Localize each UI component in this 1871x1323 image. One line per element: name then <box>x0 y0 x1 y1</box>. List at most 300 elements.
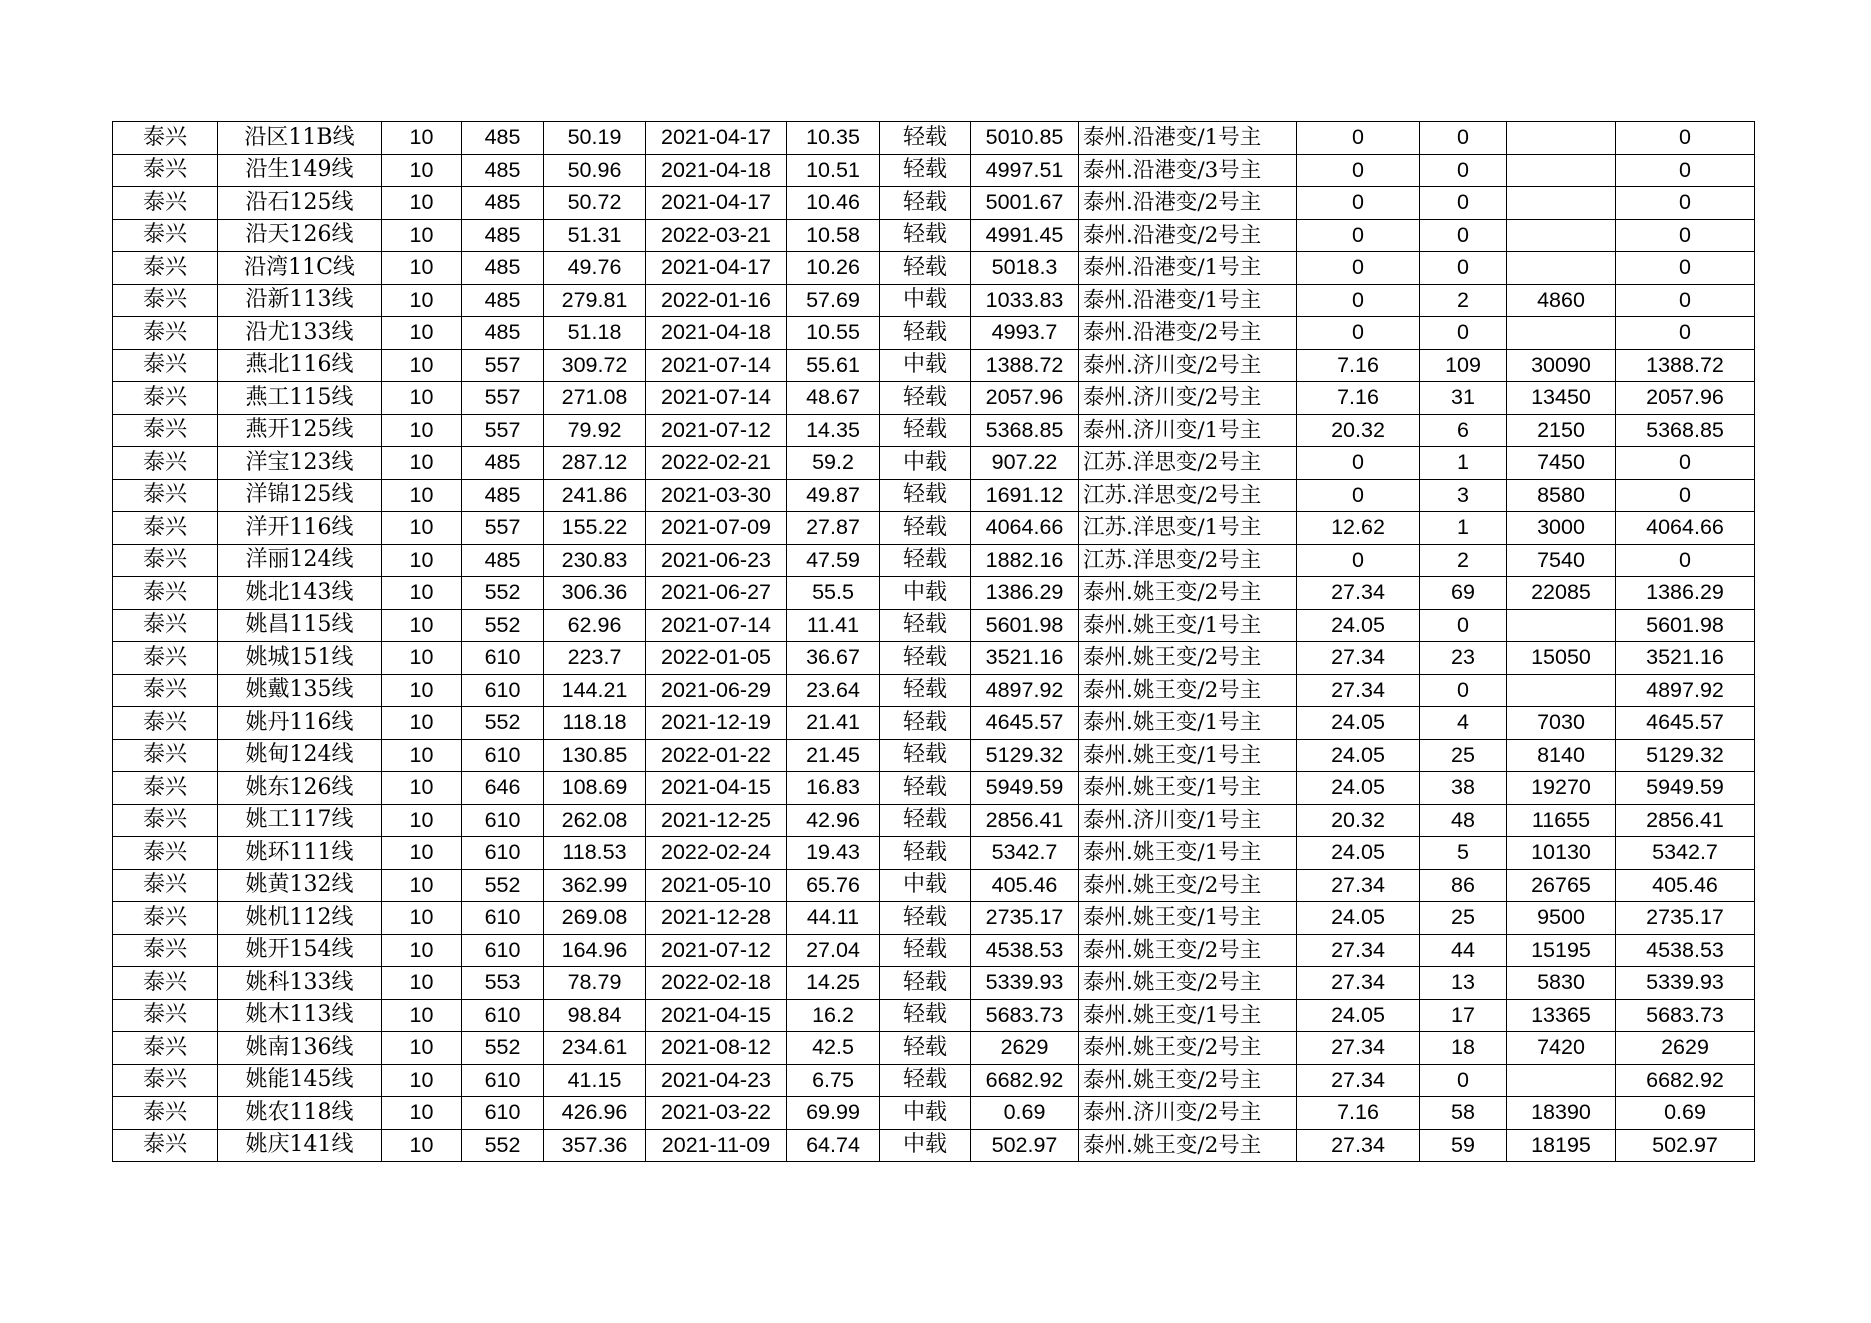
load-status-cell: 轻载 <box>880 512 971 545</box>
amount-cell: 13450 <box>1507 382 1616 415</box>
amount-cell <box>1507 154 1616 187</box>
value-cell: 27.34 <box>1297 577 1420 610</box>
region-cell: 泰兴 <box>113 674 218 707</box>
load-cell: 271.08 <box>544 382 646 415</box>
margin-cell: 5949.59 <box>1616 772 1755 805</box>
count-cell: 0 <box>1420 252 1507 285</box>
table-row <box>113 674 1755 707</box>
margin-cell: 5368.85 <box>1616 414 1755 447</box>
capacity-cell: 610 <box>462 739 544 772</box>
capacity-cell: 485 <box>462 544 544 577</box>
amount-cell: 18195 <box>1507 1129 1616 1162</box>
value-cell: 0 <box>1297 284 1420 317</box>
load-status-cell: 轻载 <box>880 772 971 805</box>
count-cell: 31 <box>1420 382 1507 415</box>
substation-cell: 泰州.姚王变/2号主 <box>1079 967 1297 1000</box>
spare-capacity-cell: 5601.98 <box>971 609 1079 642</box>
count-cell: 0 <box>1420 1064 1507 1097</box>
date-cell: 2022-01-05 <box>646 642 787 675</box>
region-cell: 泰兴 <box>113 219 218 252</box>
table-row <box>113 1129 1755 1162</box>
substation-cell: 泰州.姚王变/2号主 <box>1079 674 1297 707</box>
amount-cell: 8580 <box>1507 479 1616 512</box>
voltage-cell: 10 <box>382 219 462 252</box>
substation-cell: 泰州.济川变/2号主 <box>1079 349 1297 382</box>
date-cell: 2021-07-12 <box>646 414 787 447</box>
capacity-cell: 485 <box>462 187 544 220</box>
count-cell: 44 <box>1420 934 1507 967</box>
region-cell: 泰兴 <box>113 1032 218 1065</box>
date-cell: 2021-06-29 <box>646 674 787 707</box>
voltage-cell: 10 <box>382 609 462 642</box>
value-cell: 0 <box>1297 219 1420 252</box>
capacity-cell: 485 <box>462 219 544 252</box>
load-rate-cell: 6.75 <box>787 1064 880 1097</box>
line-name-cell: 姚农118线 <box>218 1097 382 1130</box>
voltage-cell: 10 <box>382 707 462 740</box>
load-status-cell: 中载 <box>880 349 971 382</box>
table-row <box>113 999 1755 1032</box>
amount-cell: 9500 <box>1507 902 1616 935</box>
load-status-cell: 轻载 <box>880 187 971 220</box>
load-status-cell: 轻载 <box>880 609 971 642</box>
substation-cell: 泰州.姚王变/1号主 <box>1079 739 1297 772</box>
substation-cell: 江苏.洋思变/2号主 <box>1079 544 1297 577</box>
capacity-cell: 485 <box>462 479 544 512</box>
load-rate-cell: 23.64 <box>787 674 880 707</box>
line-name-cell: 姚木113线 <box>218 999 382 1032</box>
substation-cell: 泰州.姚王变/2号主 <box>1079 869 1297 902</box>
spare-capacity-cell: 405.46 <box>971 869 1079 902</box>
capacity-cell: 610 <box>462 1064 544 1097</box>
value-cell: 27.34 <box>1297 934 1420 967</box>
capacity-cell: 552 <box>462 869 544 902</box>
line-name-cell: 姚黄132线 <box>218 869 382 902</box>
load-cell: 164.96 <box>544 934 646 967</box>
capacity-cell: 557 <box>462 349 544 382</box>
load-status-cell: 轻载 <box>880 739 971 772</box>
date-cell: 2022-01-16 <box>646 284 787 317</box>
load-status-cell: 轻载 <box>880 252 971 285</box>
date-cell: 2021-08-12 <box>646 1032 787 1065</box>
count-cell: 59 <box>1420 1129 1507 1162</box>
region-cell: 泰兴 <box>113 512 218 545</box>
line-name-cell: 沿石125线 <box>218 187 382 220</box>
count-cell: 0 <box>1420 609 1507 642</box>
spare-capacity-cell: 1386.29 <box>971 577 1079 610</box>
region-cell: 泰兴 <box>113 967 218 1000</box>
margin-cell: 5129.32 <box>1616 739 1755 772</box>
spare-capacity-cell: 5339.93 <box>971 967 1079 1000</box>
capacity-cell: 552 <box>462 707 544 740</box>
value-cell: 24.05 <box>1297 837 1420 870</box>
count-cell: 0 <box>1420 187 1507 220</box>
voltage-cell: 10 <box>382 252 462 285</box>
region-cell: 泰兴 <box>113 284 218 317</box>
date-cell: 2022-02-21 <box>646 447 787 480</box>
spare-capacity-cell: 5683.73 <box>971 999 1079 1032</box>
line-name-cell: 姚丹116线 <box>218 707 382 740</box>
date-cell: 2021-12-19 <box>646 707 787 740</box>
load-status-cell: 轻载 <box>880 837 971 870</box>
date-cell: 2021-03-22 <box>646 1097 787 1130</box>
count-cell: 1 <box>1420 447 1507 480</box>
date-cell: 2021-07-09 <box>646 512 787 545</box>
value-cell: 7.16 <box>1297 1097 1420 1130</box>
margin-cell: 5342.7 <box>1616 837 1755 870</box>
load-cell: 262.08 <box>544 804 646 837</box>
capacity-cell: 557 <box>462 382 544 415</box>
table-row <box>113 154 1755 187</box>
load-rate-cell: 64.74 <box>787 1129 880 1162</box>
value-cell: 24.05 <box>1297 609 1420 642</box>
line-name-cell: 沿尤133线 <box>218 317 382 350</box>
margin-cell: 405.46 <box>1616 869 1755 902</box>
amount-cell: 7420 <box>1507 1032 1616 1065</box>
date-cell: 2021-06-27 <box>646 577 787 610</box>
margin-cell: 5339.93 <box>1616 967 1755 1000</box>
value-cell: 20.32 <box>1297 414 1420 447</box>
date-cell: 2021-12-25 <box>646 804 787 837</box>
date-cell: 2021-04-18 <box>646 317 787 350</box>
spare-capacity-cell: 4538.53 <box>971 934 1079 967</box>
load-status-cell: 轻载 <box>880 642 971 675</box>
date-cell: 2022-03-21 <box>646 219 787 252</box>
load-cell: 155.22 <box>544 512 646 545</box>
substation-cell: 泰州.姚王变/1号主 <box>1079 772 1297 805</box>
count-cell: 0 <box>1420 219 1507 252</box>
substation-cell: 泰州.姚王变/2号主 <box>1079 577 1297 610</box>
substation-cell: 泰州.沿港变/2号主 <box>1079 219 1297 252</box>
margin-cell: 4897.92 <box>1616 674 1755 707</box>
capacity-cell: 610 <box>462 934 544 967</box>
voltage-cell: 10 <box>382 479 462 512</box>
amount-cell: 18390 <box>1507 1097 1616 1130</box>
voltage-cell: 10 <box>382 1032 462 1065</box>
table-row <box>113 1097 1755 1130</box>
load-rate-cell: 55.61 <box>787 349 880 382</box>
load-cell: 62.96 <box>544 609 646 642</box>
region-cell: 泰兴 <box>113 382 218 415</box>
line-name-cell: 姚东126线 <box>218 772 382 805</box>
amount-cell <box>1507 1064 1616 1097</box>
amount-cell: 7030 <box>1507 707 1616 740</box>
spare-capacity-cell: 4897.92 <box>971 674 1079 707</box>
region-cell: 泰兴 <box>113 1097 218 1130</box>
load-rate-cell: 42.96 <box>787 804 880 837</box>
voltage-cell: 10 <box>382 382 462 415</box>
load-status-cell: 中载 <box>880 869 971 902</box>
table-body <box>113 122 1755 1162</box>
load-status-cell: 轻载 <box>880 999 971 1032</box>
load-cell: 50.19 <box>544 122 646 155</box>
load-rate-cell: 27.87 <box>787 512 880 545</box>
load-cell: 357.36 <box>544 1129 646 1162</box>
voltage-cell: 10 <box>382 577 462 610</box>
voltage-cell: 10 <box>382 1129 462 1162</box>
table-row <box>113 902 1755 935</box>
region-cell: 泰兴 <box>113 804 218 837</box>
load-cell: 108.69 <box>544 772 646 805</box>
load-rate-cell: 10.35 <box>787 122 880 155</box>
load-status-cell: 中载 <box>880 1129 971 1162</box>
date-cell: 2021-05-10 <box>646 869 787 902</box>
value-cell: 27.34 <box>1297 642 1420 675</box>
region-cell: 泰兴 <box>113 349 218 382</box>
value-cell: 0 <box>1297 317 1420 350</box>
region-cell: 泰兴 <box>113 609 218 642</box>
voltage-cell: 10 <box>382 837 462 870</box>
table-row <box>113 219 1755 252</box>
value-cell: 0 <box>1297 479 1420 512</box>
substation-cell: 泰州.姚王变/1号主 <box>1079 609 1297 642</box>
substation-cell: 泰州.济川变/2号主 <box>1079 382 1297 415</box>
load-cell: 223.7 <box>544 642 646 675</box>
load-status-cell: 中载 <box>880 284 971 317</box>
line-name-cell: 沿天126线 <box>218 219 382 252</box>
voltage-cell: 10 <box>382 414 462 447</box>
region-cell: 泰兴 <box>113 577 218 610</box>
count-cell: 0 <box>1420 154 1507 187</box>
count-cell: 0 <box>1420 317 1507 350</box>
load-cell: 309.72 <box>544 349 646 382</box>
date-cell: 2021-07-12 <box>646 934 787 967</box>
table-row <box>113 187 1755 220</box>
spare-capacity-cell: 5018.3 <box>971 252 1079 285</box>
amount-cell: 22085 <box>1507 577 1616 610</box>
margin-cell: 0 <box>1616 284 1755 317</box>
amount-cell <box>1507 609 1616 642</box>
capacity-cell: 485 <box>462 154 544 187</box>
substation-cell: 泰州.姚王变/1号主 <box>1079 707 1297 740</box>
count-cell: 6 <box>1420 414 1507 447</box>
capacity-cell: 610 <box>462 999 544 1032</box>
table-row <box>113 122 1755 155</box>
spare-capacity-cell: 4993.7 <box>971 317 1079 350</box>
count-cell: 2 <box>1420 284 1507 317</box>
table-row <box>113 1032 1755 1065</box>
voltage-cell: 10 <box>382 642 462 675</box>
spare-capacity-cell: 6682.92 <box>971 1064 1079 1097</box>
spare-capacity-cell: 5342.7 <box>971 837 1079 870</box>
load-status-cell: 中载 <box>880 577 971 610</box>
data-table <box>112 121 1755 1162</box>
capacity-cell: 485 <box>462 252 544 285</box>
capacity-cell: 552 <box>462 577 544 610</box>
table-row <box>113 414 1755 447</box>
region-cell: 泰兴 <box>113 1129 218 1162</box>
value-cell: 24.05 <box>1297 772 1420 805</box>
count-cell: 18 <box>1420 1032 1507 1065</box>
amount-cell: 4860 <box>1507 284 1616 317</box>
value-cell: 24.05 <box>1297 902 1420 935</box>
spare-capacity-cell: 2057.96 <box>971 382 1079 415</box>
voltage-cell: 10 <box>382 187 462 220</box>
load-status-cell: 轻载 <box>880 479 971 512</box>
voltage-cell: 10 <box>382 772 462 805</box>
table-row <box>113 707 1755 740</box>
date-cell: 2021-12-28 <box>646 902 787 935</box>
amount-cell: 5830 <box>1507 967 1616 1000</box>
date-cell: 2021-07-14 <box>646 609 787 642</box>
margin-cell: 0 <box>1616 317 1755 350</box>
value-cell: 27.34 <box>1297 1064 1420 1097</box>
amount-cell: 7450 <box>1507 447 1616 480</box>
spare-capacity-cell: 2856.41 <box>971 804 1079 837</box>
load-status-cell: 轻载 <box>880 967 971 1000</box>
count-cell: 5 <box>1420 837 1507 870</box>
line-name-cell: 燕工115线 <box>218 382 382 415</box>
region-cell: 泰兴 <box>113 317 218 350</box>
load-rate-cell: 10.55 <box>787 317 880 350</box>
substation-cell: 泰州.姚王变/2号主 <box>1079 1129 1297 1162</box>
capacity-cell: 485 <box>462 284 544 317</box>
line-name-cell: 洋宝123线 <box>218 447 382 480</box>
load-rate-cell: 55.5 <box>787 577 880 610</box>
line-name-cell: 姚城151线 <box>218 642 382 675</box>
region-cell: 泰兴 <box>113 934 218 967</box>
capacity-cell: 485 <box>462 122 544 155</box>
region-cell: 泰兴 <box>113 837 218 870</box>
margin-cell: 1388.72 <box>1616 349 1755 382</box>
table-row <box>113 739 1755 772</box>
region-cell: 泰兴 <box>113 252 218 285</box>
load-cell: 51.18 <box>544 317 646 350</box>
region-cell: 泰兴 <box>113 544 218 577</box>
capacity-cell: 610 <box>462 902 544 935</box>
region-cell: 泰兴 <box>113 902 218 935</box>
load-status-cell: 轻载 <box>880 707 971 740</box>
amount-cell: 7540 <box>1507 544 1616 577</box>
margin-cell: 2735.17 <box>1616 902 1755 935</box>
spare-capacity-cell: 2629 <box>971 1032 1079 1065</box>
load-rate-cell: 36.67 <box>787 642 880 675</box>
line-name-cell: 沿生149线 <box>218 154 382 187</box>
line-name-cell: 姚庆141线 <box>218 1129 382 1162</box>
date-cell: 2022-02-24 <box>646 837 787 870</box>
amount-cell: 19270 <box>1507 772 1616 805</box>
table-row <box>113 772 1755 805</box>
load-cell: 362.99 <box>544 869 646 902</box>
substation-cell: 泰州.济川变/1号主 <box>1079 414 1297 447</box>
load-status-cell: 轻载 <box>880 902 971 935</box>
amount-cell <box>1507 317 1616 350</box>
substation-cell: 泰州.姚王变/2号主 <box>1079 1032 1297 1065</box>
voltage-cell: 10 <box>382 512 462 545</box>
region-cell: 泰兴 <box>113 772 218 805</box>
substation-cell: 泰州.济川变/2号主 <box>1079 1097 1297 1130</box>
spare-capacity-cell: 0.69 <box>971 1097 1079 1130</box>
region-cell: 泰兴 <box>113 187 218 220</box>
table-row <box>113 317 1755 350</box>
amount-cell: 15050 <box>1507 642 1616 675</box>
count-cell: 17 <box>1420 999 1507 1032</box>
value-cell: 27.34 <box>1297 967 1420 1000</box>
load-cell: 118.18 <box>544 707 646 740</box>
table-row <box>113 577 1755 610</box>
spare-capacity-cell: 907.22 <box>971 447 1079 480</box>
load-cell: 49.76 <box>544 252 646 285</box>
table-row <box>113 1064 1755 1097</box>
load-cell: 241.86 <box>544 479 646 512</box>
load-rate-cell: 57.69 <box>787 284 880 317</box>
capacity-cell: 610 <box>462 1097 544 1130</box>
capacity-cell: 552 <box>462 1129 544 1162</box>
capacity-cell: 610 <box>462 804 544 837</box>
date-cell: 2021-07-14 <box>646 349 787 382</box>
region-cell: 泰兴 <box>113 739 218 772</box>
load-status-cell: 轻载 <box>880 544 971 577</box>
voltage-cell: 10 <box>382 674 462 707</box>
date-cell: 2022-01-22 <box>646 739 787 772</box>
amount-cell <box>1507 122 1616 155</box>
load-status-cell: 轻载 <box>880 317 971 350</box>
load-cell: 279.81 <box>544 284 646 317</box>
value-cell: 24.05 <box>1297 739 1420 772</box>
value-cell: 0 <box>1297 544 1420 577</box>
line-name-cell: 洋锦125线 <box>218 479 382 512</box>
substation-cell: 泰州.沿港变/1号主 <box>1079 252 1297 285</box>
load-cell: 98.84 <box>544 999 646 1032</box>
substation-cell: 泰州.姚王变/1号主 <box>1079 999 1297 1032</box>
load-status-cell: 轻载 <box>880 154 971 187</box>
margin-cell: 2856.41 <box>1616 804 1755 837</box>
line-name-cell: 姚环111线 <box>218 837 382 870</box>
load-status-cell: 中载 <box>880 447 971 480</box>
substation-cell: 泰州.姚王变/2号主 <box>1079 934 1297 967</box>
load-status-cell: 中载 <box>880 1097 971 1130</box>
load-rate-cell: 21.41 <box>787 707 880 740</box>
line-name-cell: 沿新113线 <box>218 284 382 317</box>
count-cell: 2 <box>1420 544 1507 577</box>
region-cell: 泰兴 <box>113 1064 218 1097</box>
margin-cell: 0 <box>1616 479 1755 512</box>
load-status-cell: 轻载 <box>880 1064 971 1097</box>
line-name-cell: 洋丽124线 <box>218 544 382 577</box>
margin-cell: 0.69 <box>1616 1097 1755 1130</box>
value-cell: 0 <box>1297 154 1420 187</box>
voltage-cell: 10 <box>382 869 462 902</box>
value-cell: 27.34 <box>1297 1032 1420 1065</box>
amount-cell: 30090 <box>1507 349 1616 382</box>
amount-cell <box>1507 252 1616 285</box>
margin-cell: 4538.53 <box>1616 934 1755 967</box>
load-status-cell: 轻载 <box>880 414 971 447</box>
date-cell: 2021-04-17 <box>646 187 787 220</box>
load-rate-cell: 10.46 <box>787 187 880 220</box>
capacity-cell: 646 <box>462 772 544 805</box>
date-cell: 2021-03-30 <box>646 479 787 512</box>
load-status-cell: 轻载 <box>880 122 971 155</box>
spare-capacity-cell: 2735.17 <box>971 902 1079 935</box>
load-rate-cell: 10.58 <box>787 219 880 252</box>
load-rate-cell: 47.59 <box>787 544 880 577</box>
margin-cell: 0 <box>1616 447 1755 480</box>
value-cell: 27.34 <box>1297 1129 1420 1162</box>
count-cell: 1 <box>1420 512 1507 545</box>
spare-capacity-cell: 4991.45 <box>971 219 1079 252</box>
table-row <box>113 382 1755 415</box>
voltage-cell: 10 <box>382 739 462 772</box>
value-cell: 24.05 <box>1297 707 1420 740</box>
line-name-cell: 燕开125线 <box>218 414 382 447</box>
margin-cell: 2057.96 <box>1616 382 1755 415</box>
voltage-cell: 10 <box>382 154 462 187</box>
voltage-cell: 10 <box>382 1097 462 1130</box>
load-rate-cell: 16.83 <box>787 772 880 805</box>
region-cell: 泰兴 <box>113 122 218 155</box>
substation-cell: 泰州.姚王变/2号主 <box>1079 1064 1297 1097</box>
